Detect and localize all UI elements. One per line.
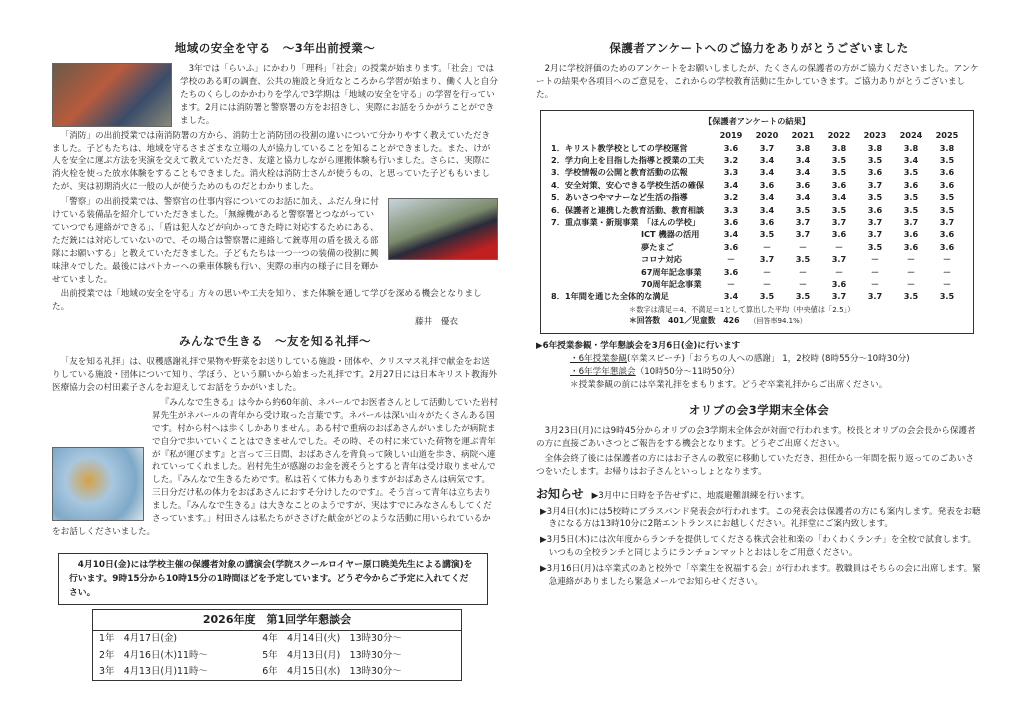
survey-score: － [870, 254, 880, 265]
survey-score: 3.6 [723, 266, 739, 277]
survey-score: 3.7 [867, 179, 883, 190]
table-header-row [549, 129, 965, 141]
survey-score: 3.8 [867, 142, 883, 153]
announcements-title: お知らせ [536, 486, 584, 501]
announcements-header [536, 485, 982, 503]
table-row [549, 253, 965, 265]
survey-score: 3.5 [867, 241, 883, 252]
survey-score: 3.5 [831, 167, 847, 178]
results-count [549, 315, 965, 327]
survey-score: 3.6 [723, 142, 739, 153]
survey-score: 3.5 [939, 204, 955, 215]
survey-score: 3.6 [759, 179, 775, 190]
meeting-schedule [92, 609, 462, 681]
survey-score: 3.6 [759, 217, 775, 227]
table-row [549, 241, 965, 253]
survey-score: － [726, 278, 736, 289]
survey-score: 3.6 [903, 229, 919, 240]
survey-item-label: 4．安全対策、安心できる学校生活の確保 [551, 179, 705, 190]
survey-score: 3.5 [795, 204, 811, 215]
schedule-table [93, 631, 461, 679]
survey-item-label: 8．1年間を通じた全体的な満足 [551, 291, 669, 302]
survey-item-label: 70周年記念事業 [641, 278, 702, 289]
survey-score: 3.7 [867, 291, 883, 302]
survey-score: 3.5 [795, 254, 811, 265]
visit-note: ＊授業参観の前には卒業礼拝をまもります。どうぞ卒業礼拝からご出席ください。 [570, 379, 888, 390]
survey-item-label: 1．キリスト教学校としての学校運営 [551, 142, 688, 153]
table-row [549, 142, 965, 154]
survey-score: 3.7 [867, 229, 883, 240]
survey-score: 3.7 [867, 217, 883, 227]
year-header: 2020 [755, 130, 779, 141]
survey-score: 3.7 [831, 291, 847, 302]
survey-score: － [906, 254, 916, 265]
table-row [549, 228, 965, 240]
lecture-notice-text: 4月10日(金)には学校主催の保護者対象の講演会(学院スクールロイヤー原口暁美先生による講演)を行います。9時15分から10時15分の1時間ほどを予定しています。どうぞ今からご予定に入れてください。 [69, 559, 473, 598]
survey-score: 3.4 [759, 167, 775, 178]
survey-score: 3.4 [759, 192, 775, 203]
safety-paragraph: 「警察」の出前授業では、警察官の仕事内容についてのお話に加え、ふだん身に付けている装備品を紹介していただきました。「無線機があると警察署とつながっていていつでも連絡ができる」、「盾は犯人などが向かってきた時に対応するためにある、ただ銃には対応していないので、その場合は警察署に連絡して銃専用の盾を扱える部隊にお願いする」と教えていただきました。子どもたちは一つ一つの装備の役割に興味津々でした。最後にはパトカーへの乗車体験も行い、実際の車内の様子に目を輝かせていました。 [52, 197, 379, 285]
visit-line-text: (卒業スピーチ)「おうちの人への感謝」 1，2校時 (8時55分～10時30分) [627, 354, 910, 365]
year-header: 2023 [863, 130, 887, 141]
survey-item-label: 7．重点事業・新規事業 「ほんの学校」 [551, 217, 700, 227]
survey-item-label: 夢たまご [641, 241, 674, 252]
survey-score: 3.5 [903, 204, 919, 215]
table-row [549, 166, 965, 178]
survey-score: 3.5 [867, 155, 883, 166]
survey-score: 3.2 [723, 155, 739, 166]
survey-score: 3.6 [939, 167, 955, 178]
olive-title: オリブの会3学期末全体会 [688, 402, 830, 417]
results-table [549, 129, 965, 302]
results-note: ＊数字は満足＝4、不満足＝1として算出した平均（中央値は「2.5」） [629, 304, 855, 314]
table-row [549, 191, 965, 203]
olive-paragraph: 3月23日(月)には9時45分からオリブの会3学期末全体会が対面で行われます。校長とオリブの会会長から保護者の方に直接ごあいさつとご報告をする機会となります。どうぞご出席ください。 [536, 425, 976, 449]
announcement-item: ▶3月5日(木)には次年度からランチを提供してくださる株式会社和楽の「わくわくランチ」を全校で試食します。いつもの全校ランチと同じようにランチョンマットとおはしをご用意ください。 [540, 535, 977, 559]
visit-line-label: ・6年学年懇談会 [570, 366, 636, 377]
table-row [93, 631, 461, 647]
survey-score: 3.6 [867, 167, 883, 178]
police-photo [388, 198, 498, 260]
survey-intro: 2月に学校評価のためのアンケートをお願いしましたが、たくさんの保護者の方がご協力くださいました。アンケートの結果や各項目へのご意見を、これからの学校教育活動に生かしていきます。ご協力ありがとうございました。 [536, 64, 979, 101]
announcement-item: ▶3月16日(月)は卒業式のあと校外で「卒業生を祝福する会」が行われます。教職員はそちらの会に出席します。緊急連絡がありましたら緊急メールでお知らせください。 [540, 564, 981, 587]
survey-score: － [834, 241, 844, 252]
table-row [549, 154, 965, 166]
signature: 藤井 優衣 [415, 317, 458, 328]
visit-line [536, 366, 982, 379]
survey-score: 3.7 [903, 217, 919, 227]
table-row [93, 648, 461, 664]
lecture-notice [58, 553, 488, 605]
schedule-cell: 1年 4月17日(金) [99, 633, 178, 645]
survey-item-label: 2．学力向上を目指した指導と授業の工夫 [551, 155, 705, 166]
survey-score: 3.5 [759, 229, 775, 240]
survey-score: － [870, 266, 880, 277]
survey-item-label: 67周年記念事業 [641, 266, 702, 277]
schedule-title: 2026年度 第1回学年懇談会 [93, 610, 461, 632]
survey-score: 3.7 [795, 217, 811, 227]
worship-title: みんなで生きる ～友を知る礼拝～ [179, 334, 371, 349]
survey-score: 3.5 [903, 291, 919, 302]
year-header: 2025 [935, 130, 959, 141]
survey-score: 3.6 [939, 179, 955, 190]
survey-score: 3.5 [795, 291, 811, 302]
survey-item-label: 5．あいさつやマナーなど生活の指導 [551, 192, 688, 203]
schedule-cell: 2年 4月16日(木)11時～ [99, 649, 208, 661]
survey-score: － [726, 254, 736, 265]
table-row [549, 216, 965, 228]
survey-score: 3.6 [723, 217, 739, 227]
year-header: 2024 [899, 130, 923, 141]
table-row [549, 290, 965, 302]
olive-paragraph: 全体会終了後には保護者の方にはお子さんの教室に移動していただき、担任から一年間を振り返ってのごあいさつをいたします。お帰りはお子さんといっしょとなります。 [536, 453, 974, 477]
survey-score: － [798, 241, 808, 252]
survey-score: － [870, 278, 880, 289]
year-header: 2019 [719, 130, 743, 141]
survey-score: 3.5 [903, 167, 919, 178]
survey-score: － [798, 266, 808, 277]
survey-score: 3.6 [903, 241, 919, 252]
survey-score: 3.8 [831, 142, 847, 153]
survey-score: 3.3 [723, 204, 739, 215]
survey-score: 3.5 [831, 204, 847, 215]
survey-score: 3.4 [795, 192, 811, 203]
survey-score: 3.6 [867, 204, 883, 215]
visit-line [536, 353, 982, 366]
safety-paragraph: 「消防」の出前授業では南消防署の方から、消防士と消防団の役割の違いについて分かりやすく教えていただきました。子どもたちは、地域を守るさまざまな立場の人が協力していることを知ることができました。また、けが人を安全に運ぶ方法を実演を交えて教えていただき、友達と協力しながら運搬体験も行いました。さらに、実際に消火栓を使った放水体験をすることもできました。消火栓は消防士さんが使うもの、と思っていた子どももいましたが、実は初期消火に一般の人が使うためのものだとわかりました。 [52, 130, 491, 193]
survey-score: － [906, 266, 916, 277]
worship-paragraph: 『みんなで生きる』は今から約60年前、ネパールでお医者さんとして活動していた岩村昇先生がネパールの青年から受け取った言葉です。ネパールは深い山々がたくさんある国です。村から村へは歩くしかありません。ある村で重病のおばあさんがいましたが病院まで自分で歩いていくことはできませんでした。その時、その村に来ていた荷物を運ぶ青年が『私が運びます』と言って三日間、おばあさんを背負って険しい山道を歩き、病院へ連れていってくれました。岩村先生が感謝のお金を渡そうとすると青年は受け取りませんでした。『みんなで生きるためです。私は若くて体力もありますがおばあさんは病気です。三日分だけ私の体力をおばあさんにおすそ分けしたのです』。そう言って青年は立ち去りました。『みんなで生きる』は大きなことのようですが、実はすでにみなさんもしてくださっています。」村田さんは私たちがささげた献金がどのような活動に用いられているかをお話しくださいました。 [52, 397, 498, 537]
survey-score: － [762, 241, 772, 252]
survey-score: 3.7 [939, 217, 955, 227]
right-column [536, 40, 982, 589]
survey-score: 3.6 [795, 179, 811, 190]
survey-score: 3.4 [759, 204, 775, 215]
year-header: 2021 [791, 130, 815, 141]
survey-score: 3.8 [903, 142, 919, 153]
class-visit-section [536, 340, 982, 392]
survey-score: 3.4 [831, 192, 847, 203]
survey-score: 3.2 [723, 192, 739, 203]
survey-item-label: ICT 機器の活用 [641, 229, 700, 240]
survey-score: 3.6 [903, 179, 919, 190]
announcement-item: ▶3月4日(水)には5校時にブラスバンド発表会が行われます。この発表会は保護者の方にも案内します。発表をお聴きになる方は13時10分に2階エントランスにお越しください。礼拝堂にご案内致します。 [540, 506, 981, 530]
survey-score: 3.7 [831, 217, 847, 227]
table-row [549, 204, 965, 216]
survey-score: 3.6 [831, 278, 847, 289]
survey-score: － [834, 266, 844, 277]
survey-score: 3.6 [831, 229, 847, 240]
response-rate: （回答率94.1%） [749, 317, 807, 326]
survey-score: 3.4 [795, 167, 811, 178]
response-count: ＊回答数 401／児童数 426 [629, 316, 740, 326]
survey-results-box [540, 110, 974, 334]
table-row [549, 179, 965, 191]
survey-score: 3.5 [939, 155, 955, 166]
survey-score: 3.7 [795, 229, 811, 240]
table-row [549, 266, 965, 278]
worship-photo [52, 447, 144, 521]
survey-score: 3.5 [939, 192, 955, 203]
schedule-cell: 6年 4月15日(水) 13時30分～ [262, 665, 402, 677]
survey-score: 3.6 [939, 241, 955, 252]
survey-title: 保護者アンケートへのご協力をありがとうございました [609, 41, 909, 55]
survey-score: 3.4 [723, 229, 739, 240]
left-column [52, 40, 498, 681]
survey-score: 3.6 [723, 241, 739, 252]
survey-score: 3.5 [831, 155, 847, 166]
visit-line-label: ・6年授業参観 [570, 354, 628, 365]
survey-score: 3.4 [723, 179, 739, 190]
survey-score: 3.8 [939, 142, 955, 153]
year-header: 2022 [827, 130, 851, 141]
survey-score: 3.4 [795, 155, 811, 166]
visit-heading: ▶6年授業参観・学年懇談会を3月6日(金)に行います [536, 341, 741, 352]
survey-item-label: 6．保護者と連携した教育活動、教育相談 [551, 204, 705, 215]
schedule-cell: 4年 4月14日(火) 13時30分～ [262, 633, 402, 645]
survey-score: － [942, 278, 952, 289]
survey-item-label: 3．学校情報の公開と教育活動の広報 [551, 167, 688, 178]
safety-title: 地域の安全を守る ～3年出前授業～ [174, 41, 376, 55]
survey-score: 3.7 [831, 254, 847, 265]
survey-score: 3.8 [795, 142, 811, 153]
survey-score: 3.5 [867, 192, 883, 203]
survey-score: 3.4 [903, 155, 919, 166]
table-row [549, 278, 965, 290]
firefighter-photo [52, 63, 172, 127]
safety-paragraph: 3年では「らいふ」にかわり「理科」「社会」の授業が始まります。「社会」では学校のある町の調査、公共の施設と身近なところから学習が始まり、働く人と自分たちのくらしのかかわりを学んで3学期は「地域の安全を守る」の学習を行っています。2月には消防署と警察署の方をお招きし、実際にお話をうかがうことができました。 [180, 64, 498, 126]
survey-score: － [762, 266, 772, 277]
survey-score: － [942, 266, 952, 277]
schedule-cell: 5年 4月13日(月) 13時30分～ [262, 649, 402, 661]
survey-score: 3.6 [939, 229, 955, 240]
schedule-cell: 3年 4月13日(月)11時～ [99, 665, 208, 677]
survey-score: 3.5 [903, 192, 919, 203]
survey-score: 3.3 [723, 167, 739, 178]
survey-score: － [762, 278, 772, 289]
survey-score: － [798, 278, 808, 289]
survey-score: 3.5 [939, 291, 955, 302]
announcements [536, 485, 982, 589]
survey-score: 3.5 [759, 291, 775, 302]
survey-score: 3.4 [723, 291, 739, 302]
safety-paragraph: 出前授業では「地域の安全を守る」方々の思いや工夫を知り、また体験を通して学びを深める機会となりました。 [52, 289, 482, 313]
survey-score: 3.6 [831, 179, 847, 190]
worship-paragraph: 「友を知る礼拝」は、収穫感謝礼拝で果物や野菜をお送りしている施設・団体や、クリスマス礼拝で献金をお送りしている施設・団体について知り、学ぼう、という願いから始まった礼拝です。2月27日には日本キリスト教海外医療協力会の村田素子さんをお迎えしてお話をうかがいました。 [52, 357, 498, 394]
results-title: 【保護者アンケートの結果】 [704, 115, 810, 126]
announcement-item: ▶3月中に日時を予告せずに、地震避難訓練を行います。 [591, 490, 810, 501]
survey-score: 3.7 [759, 254, 775, 265]
visit-line-text: （10時50分～11時50分） [635, 366, 740, 377]
survey-score: 3.7 [759, 142, 775, 153]
table-row [93, 664, 461, 680]
survey-score: 3.4 [759, 155, 775, 166]
survey-item-label: コロナ対応 [641, 254, 682, 265]
survey-score: － [906, 278, 916, 289]
survey-score: － [942, 254, 952, 265]
